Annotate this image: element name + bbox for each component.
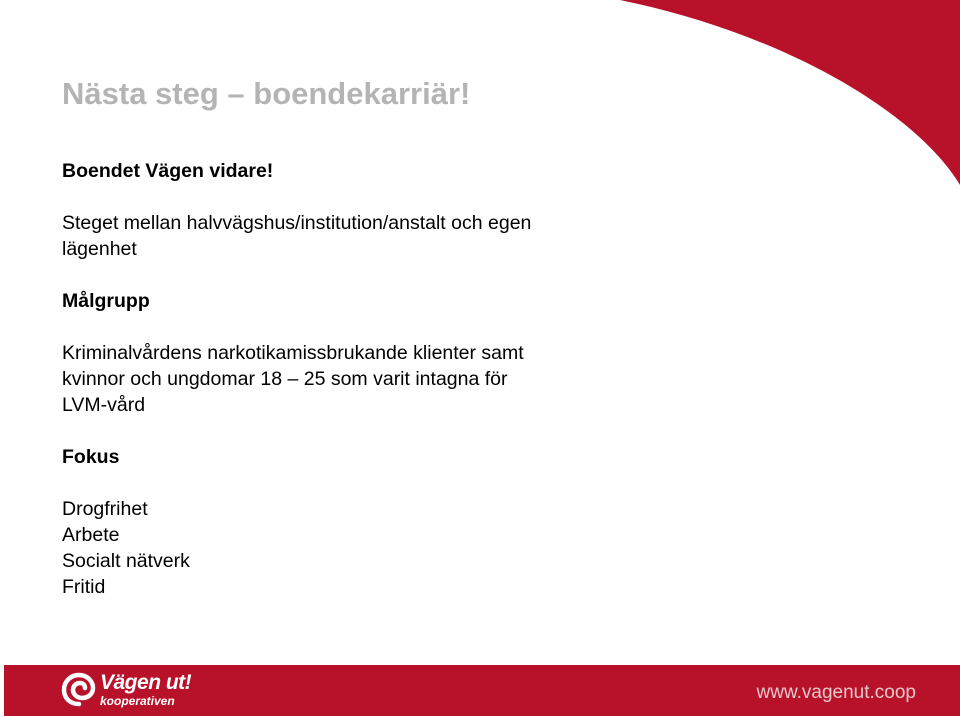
focus-heading: Fokus [62, 446, 120, 468]
slide-title: Nästa steg – boendekarriär! [62, 76, 471, 111]
focus-item: Socialt nätverk [62, 550, 190, 572]
target-group-line: Kriminalvårdens narkotikamissbrukande klienter samt [62, 342, 524, 364]
description-line: lägenhet [62, 238, 137, 260]
description-line: Steget mellan halvvägshus/institution/anstalt och egen [62, 212, 532, 234]
logo-subtitle: kooperativen [100, 694, 175, 708]
logo [60, 670, 230, 712]
focus-item: Drogfrihet [62, 498, 148, 520]
target-group-line: LVM-vård [62, 394, 146, 416]
logo-name: Vägen ut! [100, 671, 192, 694]
target-group-heading: Målgrupp [62, 290, 150, 312]
subtitle: Boendet Vägen vidare! [62, 160, 274, 182]
focus-item: Fritid [62, 576, 106, 598]
focus-item: Arbete [62, 524, 120, 546]
website-link[interactable]: www.vagenut.coop [756, 682, 916, 703]
target-group-line: kvinnor och ungdomar 18 – 25 som varit intagna för [62, 368, 508, 390]
swirl-logo-icon [60, 670, 98, 710]
footer-bar [4, 665, 960, 716]
slide-content [62, 158, 602, 600]
